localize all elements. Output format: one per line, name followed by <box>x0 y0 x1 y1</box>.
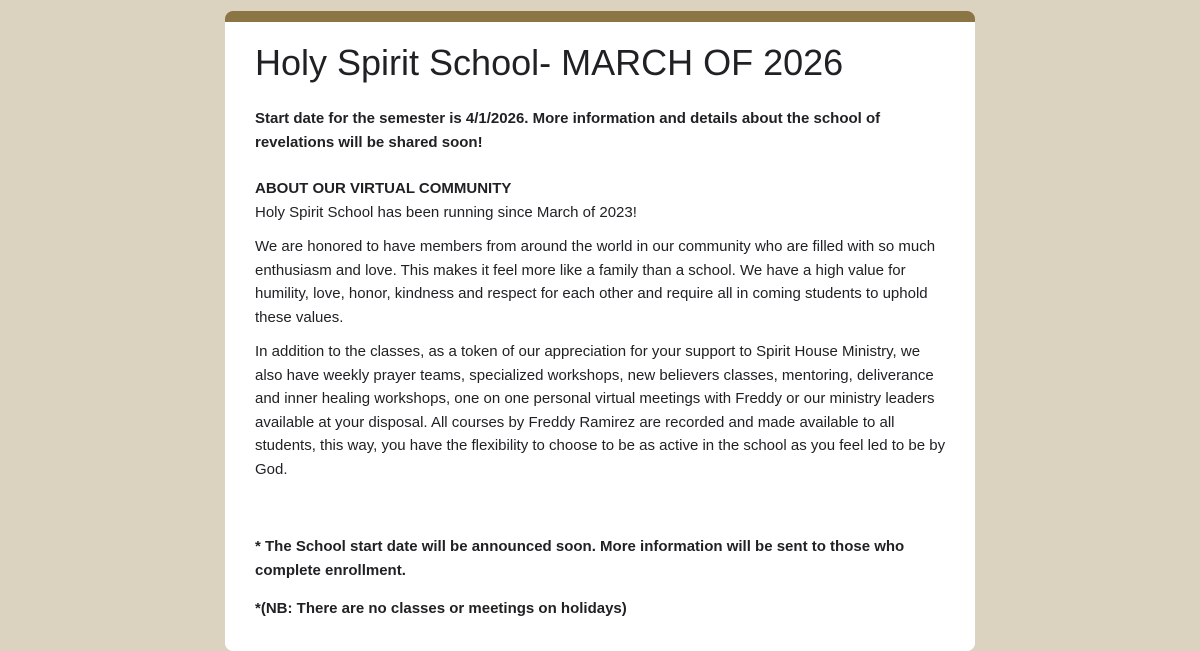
intro-text: Start date for the semester is 4/1/2026. More information and details about the school of revelations will be shared soon! <box>255 110 881 151</box>
start-date-note: * The School start date will be announced soon. More information will be sent to those who complete enrollment. <box>255 538 905 579</box>
about-heading: ABOUT OUR VIRTUAL COMMUNITY <box>255 180 512 197</box>
holidays-note: *(NB: There are no classes or meetings on holidays) <box>255 600 627 617</box>
community-paragraph: We are honored to have members from around the world in our community who are filled with so much enthusiasm and love. This makes it feel more like a family than a school. We have a high value for humility, love, honor, kindness and respect for each other and require all in coming students to uphold these values. <box>255 238 936 326</box>
form-accent-bar <box>225 11 975 22</box>
form-title: Holy Spirit School- MARCH OF 2026 <box>255 42 844 83</box>
form-header-card <box>225 11 975 651</box>
form-description <box>255 107 947 621</box>
offerings-paragraph: In addition to the classes, as a token of our appreciation for your support to Spirit House Ministry, we also have weekly prayer teams, specialized workshops, new believers classes, mentoring, deliverance and inner healing workshops, one on one personal virtual meetings with Freddy or our ministry leaders available at your disposal. All courses by Freddy Ramirez are recorded and made available to all students, this way, you have the flexibility to choose to be as active in the school as you feel led to be by God. <box>255 343 946 478</box>
form-header-content <box>225 41 975 621</box>
about-line: Holy Spirit School has been running since March of 2023! <box>255 203 637 221</box>
